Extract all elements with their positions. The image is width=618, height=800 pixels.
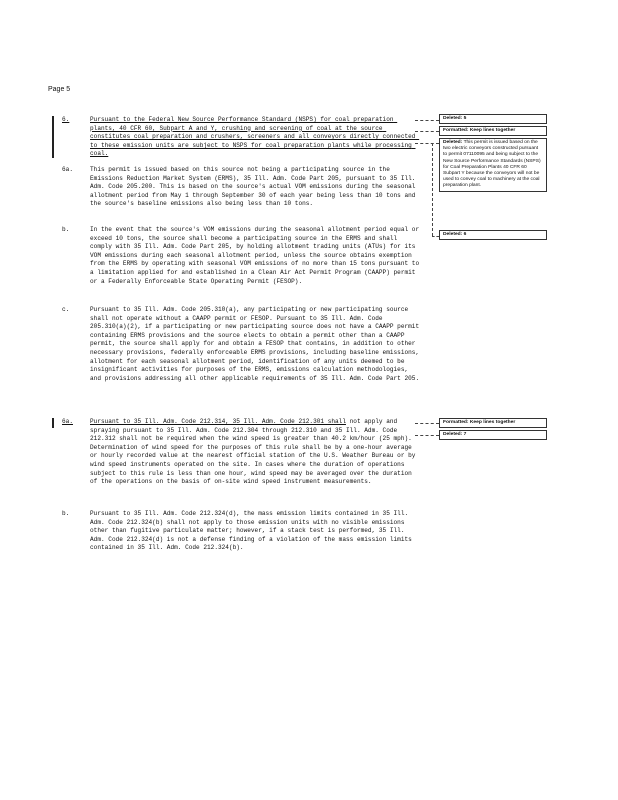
- paragraph-6a-erms: [62, 166, 422, 209]
- page-number: Page 5: [48, 86, 71, 93]
- comment-leader: [415, 435, 439, 436]
- paragraph-b-mass: [62, 510, 422, 553]
- margin-note-deleted[interactable]: [439, 138, 547, 192]
- margin-note-deleted[interactable]: [439, 230, 547, 240]
- paragraph-text: Pursuant to the Federal New Source Performance Standard (NSPS) for coal preparation plants, 40 CFR 60, Subpart A and Y, crushing and screening of coal at the source constitutes coal preparation and crushers, screeners and all conveyors directly connected to these emission units are subject to NSPS for coal preparation plants while processing coal.: [90, 116, 420, 158]
- note-heading: Deleted:: [443, 140, 463, 145]
- paragraph-text: In the event that the source's VOM emissions during the seasonal allotment period equal or exceed 10 tons, the source shall become a participating source in the ERMS and shall comply with 35 Ill. Adm. Code Part 205, by holding allotment trading units (ATUs) for its VOM emissions during each seasonal allotment period, unless the source obtains exemption from the ERMS by operating with seasonal VOM emissions of no more than 15 tons pursuant to a limitation applied for and established in a Clean Air Act Permit Program (CAAPP) permit or a Federally Enforceable State Operating Permit (FESOP).: [90, 226, 423, 285]
- note-heading: Deleted: 5: [443, 116, 467, 121]
- paragraph-c-erms: [62, 306, 422, 383]
- comment-leader: [432, 236, 439, 237]
- paragraph-label: b.: [62, 510, 70, 517]
- paragraph-text: not apply and spraying pursuant to 35 Ill. Adm. Code 212.304 through 212.310 and 35 Ill. Adm. Code 212.312 shall not be required when the wind speed is greater than 40.2 km/hour (25 mph). Determination of wind speed for the purposes of this rule shall be by a one-hour average or hourly recorded value at the nearest official station of the U.S. Weather Bureau or by wind speed instruments operated on the site. In cases where the duration of operations subject to this rule is less than one hour, wind speed may be averaged over the duration of the operations on the basis of on-site wind speed instrument measurements.: [90, 418, 420, 486]
- note-heading: Formatted: Keep lines together: [443, 420, 516, 425]
- paragraph-label: b.: [62, 226, 70, 233]
- comment-leader: [432, 143, 433, 236]
- paragraph-label: 6a.: [62, 166, 73, 173]
- paragraph-label: 6a.: [62, 418, 73, 425]
- note-heading: Deleted: 6: [443, 232, 467, 237]
- comment-leader: [415, 423, 439, 424]
- paragraph-text: Pursuant to 35 Ill. Adm. Code 205.310(a), any participating or new participating source shall not operate without a CAAPP permit or FESOP. Pursuant to 35 Ill. Adm. Code 205.310(a)(2), if a participating or new participating source does not have a CAAPP permit containing ERMS provisions and the source elects to obtain a permit other than a CAAPP permit, the source shall apply for and obtain a FESOP that contains, in addition to other necessary provisions, federally enforceable ERMS provisions, including baseline emissions, allotment for each seasonal allotment period, identification of any units deemed to be insignificant activities for purposes of the ERMS, emissions calculation methodologies, and provisions addressing all other applicable requirements of 35 Ill. Adm. Code Part 205.: [90, 306, 423, 382]
- margin-note-formatted[interactable]: [439, 126, 547, 136]
- margin-note-deleted[interactable]: [439, 114, 547, 124]
- comment-leader: [415, 120, 439, 121]
- note-heading: Formatted: Keep lines together: [443, 128, 516, 133]
- comment-leader: [415, 143, 439, 144]
- paragraph-label: c.: [62, 306, 70, 313]
- note-heading: Deleted: 7: [443, 432, 467, 437]
- paragraph-6a-wind: [62, 418, 422, 487]
- paragraph-6: [62, 116, 422, 159]
- margin-note-deleted[interactable]: [439, 430, 547, 440]
- paragraph-label: 6.: [62, 116, 70, 123]
- paragraph-b-erms: [62, 226, 422, 286]
- change-bar: [52, 116, 54, 158]
- margin-note-formatted[interactable]: [439, 418, 547, 428]
- note-text: This permit is issued based on the two electric conveyors constructed pursuant to permit 07110095 and being subject to the New Source Performance Standards (NSPS) for Coal Preparation Plants 40 CFR 60 Subpart Y because the conveyors will not be used to convey coal to machinery at the coal preparation plant.: [443, 140, 541, 189]
- inserted-text: Pursuant to 35 Ill. Adm. Code 212.314, 35 Ill. Adm. Code 212.301 shall: [90, 418, 346, 425]
- change-bar: [52, 418, 54, 428]
- paragraph-text: This permit is issued based on this source not being a participating source in the Emissions Reduction Market System (ERMS), 35 Ill. Adm. Code Part 205, pursuant to 35 Ill. Adm. Code 205.200. This is based on the source's actual VOM emissions during the seasonal allotment period from May 1 through September 30 of each year being less than 10 tons and the source's baseline emissions also being less than 10 tons.: [90, 166, 420, 208]
- paragraph-text: Pursuant to 35 Ill. Adm. Code 212.324(d), the mass emission limits contained in 35 Ill. Adm. Code 212.324(b) shall not apply to those emission units with no visible emissions other than fugitive particulate matter; however, if a stack test is performed, 35 Ill. Adm. Code 212.324(d) is not a defense finding of a violation of the mass emission limits contained in 35 Ill. Adm. Code 212.324(b).: [90, 510, 416, 552]
- comment-leader: [415, 131, 439, 132]
